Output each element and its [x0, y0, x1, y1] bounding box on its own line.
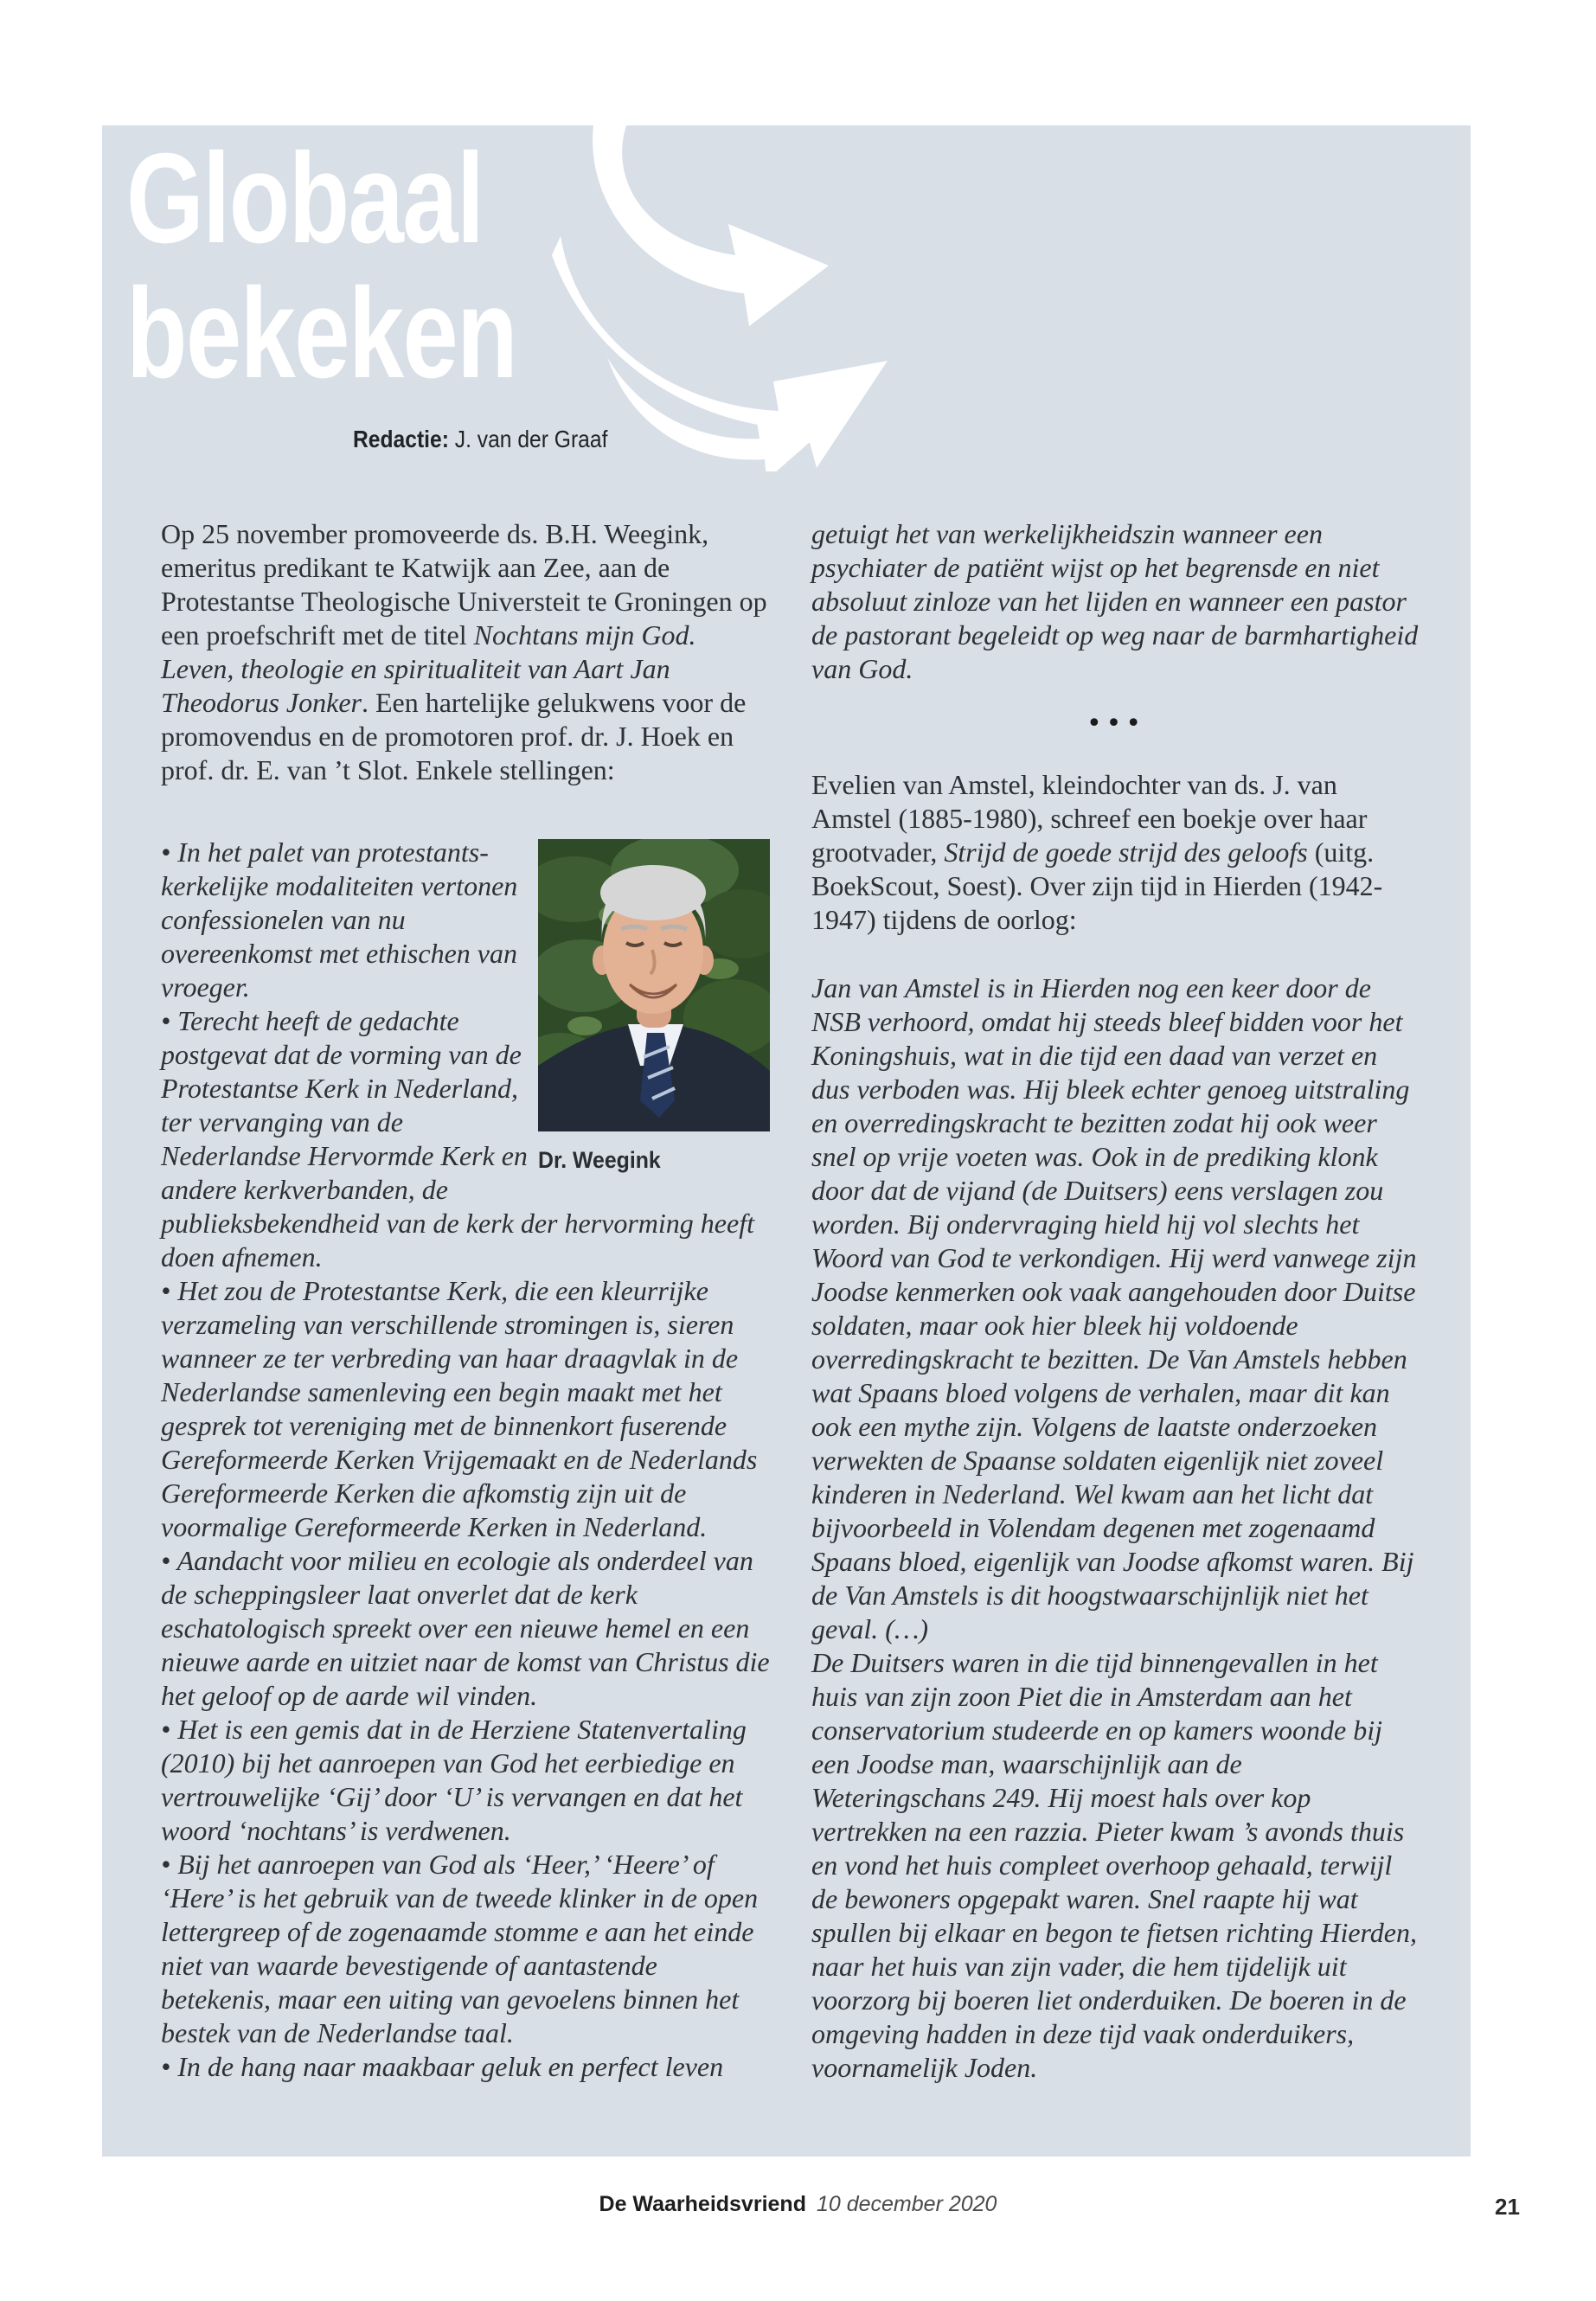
journal-name: De Waarheidsvriend [599, 2192, 806, 2216]
book-intro-paragraph [811, 768, 1420, 937]
swoosh-arrows-icon [552, 125, 889, 476]
intro-paragraph [161, 517, 770, 787]
title-line-2: bekeken [126, 262, 517, 405]
portrait-photo [538, 839, 770, 1131]
text-segment: Op 25 november promoveerde ds. B.H. Weegink, emeritus predikant te Katwijk aan Zee, aan de Protestantse Theologische Universteit te Groningen op een proefschrift met de titel [161, 518, 767, 651]
byline-label: Redactie: [353, 426, 449, 452]
byline-name: J. van der Graaf [448, 426, 608, 452]
bullet-item: • Terecht heeft de gedachte postgevat dat de vorming van de Protestantse Kerk in Nederland, ter vervanging van de Nederlandse Hervormde Kerk en andere kerkverbanden, de publieksbekendheid van de kerk der hervorming heeft doen afnemen. [161, 1005, 754, 1272]
portrait-photo-figure [538, 839, 770, 1177]
footer [0, 2192, 1596, 2217]
text-segment: . Een hartelijke gelukwens voor de promovendus en de promotoren prof. dr. J. Hoek en prof. dr. E. van ’t Slot. Enkele stellingen: [161, 687, 747, 785]
page-title [126, 127, 517, 405]
continuation-paragraph: getuigt het van werkelijkheidszin wanneer een psychiater de patiënt wijst op het begrensde en niet absoluut zinloze van het lijden en wanneer een pastor de pastorant begeleidt op weg naar de barmhartigheid van God. [811, 518, 1419, 684]
section-separator-dots: ••• [1086, 708, 1146, 739]
left-column [161, 517, 770, 2084]
bullet-item: • Het zou de Protestantse Kerk, die een kleurrijke verzameling van verschillende stromingen is, sieren wanneer ze ter verbreding van haar draagvlak in de Nederlandse samenleving een begin maakt met het gesprek tot vereniging met de binnenkort fuserende Gereformeerde Kerken Vrijgemaakt en de Nederlands Gereformeerde Kerken die afkomstig zijn uit de voormalige Gereformeerde Kerken in Nederland. [161, 1275, 758, 1542]
byline [353, 426, 607, 453]
issue-date: 10 december 2020 [816, 2192, 997, 2216]
bullet-item: • Het is een gemis dat in de Herziene Statenvertaling (2010) bij het aanroepen van God het eerbiedige en vertrouwelijke ‘Gij’ door ‘U’ is vervangen en dat het woord ‘nochtans’ is verdwenen. [161, 1714, 747, 1846]
italic-text-segment: Strijd de goede strijd des geloofs [944, 836, 1308, 868]
bullet-item: • Bij het aanroepen van God als ‘Heer,’ ‘Heere’ of ‘Here’ is het gebruik van de tweede klinker in de open lettergreep of de zogenaamde stomme e aan het einde niet van waarde bevestigende of aantastende betekenis, maar een uiting van gevoelens binnen het bestek van de Nederlandse taal. [161, 1849, 759, 2048]
right-column [811, 517, 1420, 2085]
photo-caption: Dr. Weegink [538, 1147, 661, 1173]
bullet-item: • Aandacht voor milieu en ecologie als onderdeel van de scheppingsleer laat onverlet dat de kerk eschatologisch spreekt over een nieuwe hemel en een nieuwe aarde en uitziet naar de komst van Christus die het geloof op de aarde wil vinden. [161, 1545, 770, 1711]
text-segment: Evelien van Amstel, kleindochter van ds. J. van Amstel (1885-1980), schreef een boekje over haar grootvader, [811, 769, 1368, 868]
bullet-item: • In het palet van protestants-kerkelijke modaliteiten vertonen confessionelen van nu overeenkomst met ethischen van vroeger. [161, 836, 518, 1003]
quote-paragraph-1: Jan van Amstel is in Hierden nog een keer door de NSB verhoord, omdat hij steeds bleef bidden voor het Koningshuis, wat in die tijd een daad van verzet en dus verboden was. Hij bleek echter genoeg uitstraling en overredingskracht te bezitten zodat hij ook weer snel op vrije voeten was. Ook in de prediking klonk door dat de vijand (de Duitsers) eens verslagen zou worden. Bij ondervraging hield hij vol slechts het Woord van God te verkondigen. Hij werd vanwege zijn Joodse kenmerken ook vaak aangehouden door Duitse soldaten, maar ook hier bleek hij voldoende overredingskracht te bezitten. De Van Amstels hebben wat Spaans bloed volgens de verhalen, maar dit kan ook een mythe zijn. Volgens de laatste onderzoeken verwekten de Spaanse soldaten eigenlijk niet zoveel kinderen in Nederland. Wel kwam aan het licht dat bijvoorbeeld in Volendam degenen met zogenaamd Spaans bloed, eigenlijk van Joodse afkomst waren. Bij de Van Amstels is dit hoogstwaarschijnlijk niet het geval. (…) [811, 972, 1417, 1644]
bullet-list [161, 836, 770, 2084]
italic-text-segment: Nochtans mijn God. Leven, theologie en spiritualiteit van Aart Jan Theodorus Jonker [161, 619, 696, 718]
bullet-item: • In de hang naar maakbaar geluk en perfect leven [161, 2051, 724, 2082]
text-segment: (uitg. BoekScout, Soest). Over zijn tijd in Hierden (1942-1947) tijdens de oorlog: [811, 836, 1383, 935]
page-number: 21 [1495, 2194, 1520, 2220]
title-line-1: Globaal [126, 127, 484, 270]
quote-paragraph-2: De Duitsers waren in die tijd binnengevallen in het huis van zijn zoon Piet die in Amsterdam aan het conservatorium studeerde en op kamers woonde bij een Joodse man, waarschijnlijk aan de Weteringschans 249. Hij moest hals over kop vertrekken na een razzia. Pieter kwam ’s avonds thuis en vond het huis compleet overhoop gehaald, terwijl de bewoners opgepakt waren. Snel raapte hij wat spullen bij elkaar en begon te fietsen richting Hierden, naar het huis van zijn vader, die hem tijdelijk uit voorzorg bij boeren liet onderduiken. De boeren in de omgeving hadden in deze tijd vaak onderduikers, voornamelijk Joden. [811, 1647, 1417, 2083]
